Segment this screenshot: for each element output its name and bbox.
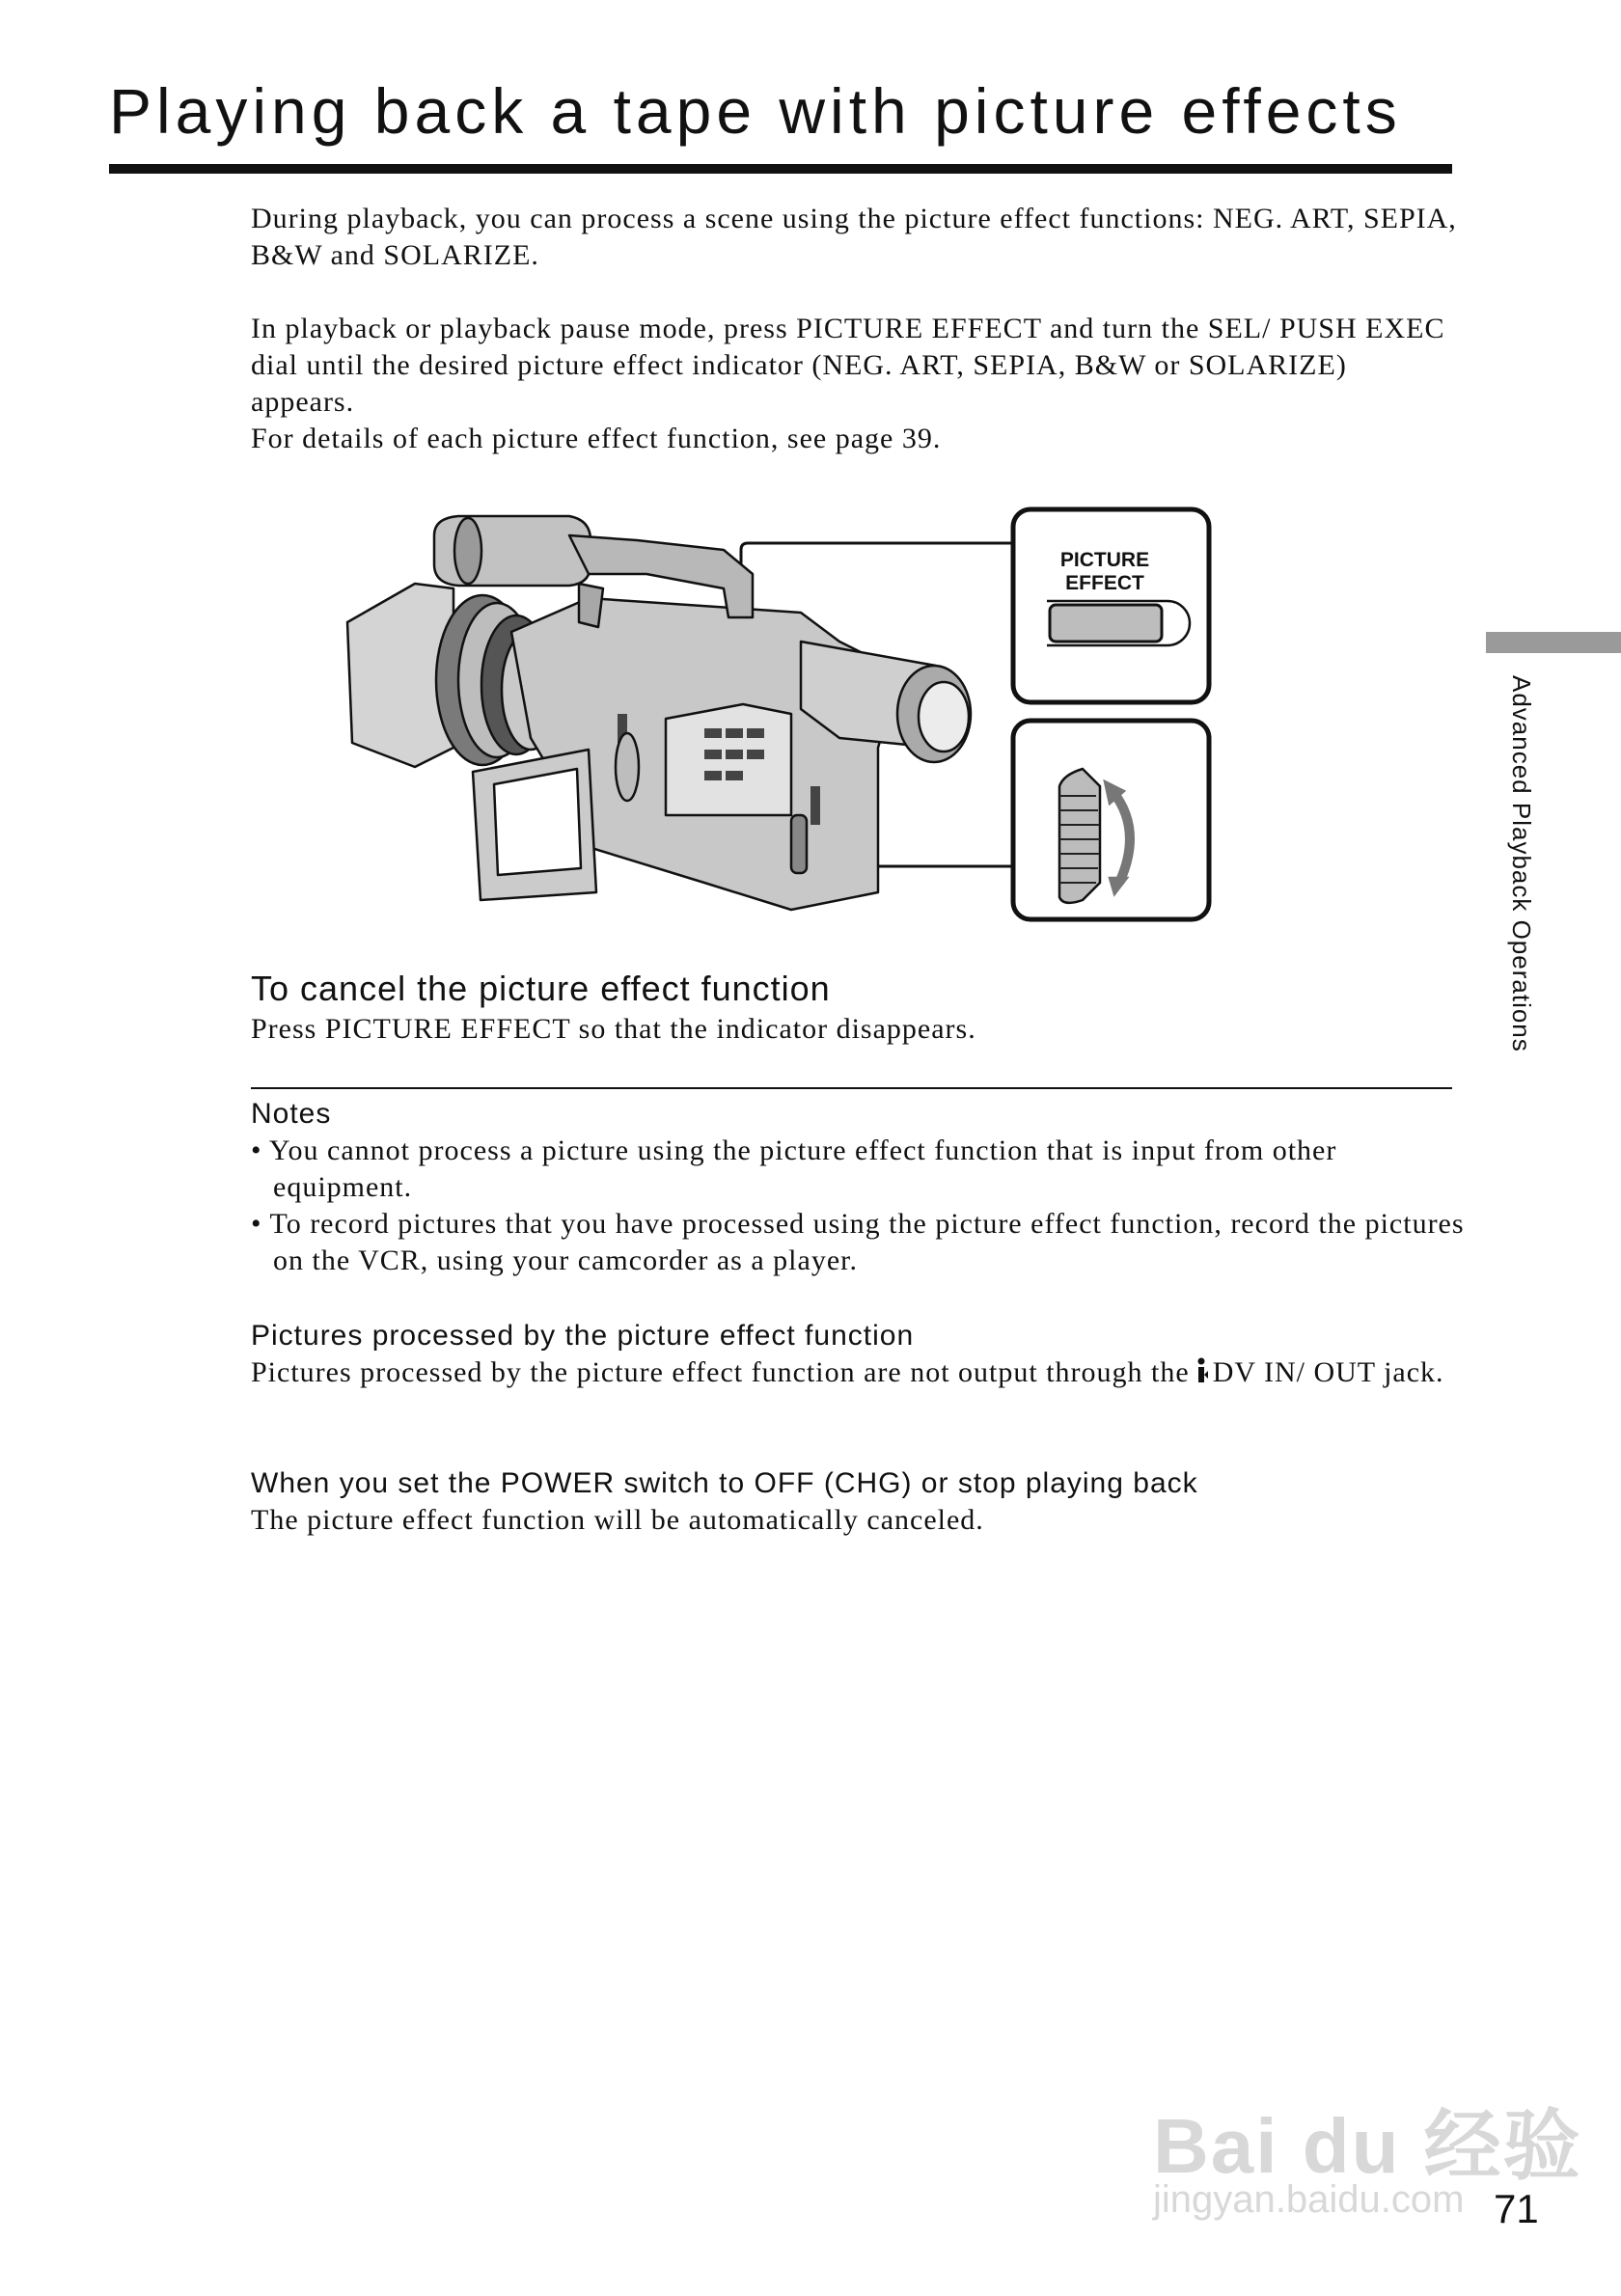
note-item-2: • To record pictures that you have processed using the picture effect function, record the pictures on the VCR, using your camcorder as a player. — [251, 1208, 1465, 1276]
ilink-icon — [1195, 1357, 1209, 1384]
note-item-1: • You cannot process a picture using the picture effect function that is input from other equipment. — [251, 1134, 1337, 1203]
button-label-line2: EFFECT — [1065, 572, 1144, 594]
power-text: The picture effect function will be automatically canceled. — [251, 1504, 984, 1536]
processed-text — [251, 1354, 1457, 1391]
cancel-heading: To cancel the picture effect function — [251, 969, 831, 1008]
processed-text-after: DV IN/ OUT jack. — [1212, 1356, 1444, 1388]
button-label-line1: PICTURE — [1059, 549, 1150, 571]
section-side-label: Advanced Playback Operations — [1507, 675, 1536, 1052]
processed-text-before: Pictures processed by the picture effect function are not output through the — [251, 1356, 1190, 1388]
sel-push-exec-callout-box — [1013, 721, 1209, 919]
page-title: Playing back a tape with picture effects — [109, 75, 1402, 147]
power-heading: When you set the POWER switch to OFF (CHG) or stop playing back — [251, 1467, 1198, 1499]
picture-effect-button-drawing — [1050, 605, 1162, 642]
intro-paragraph-1: During playback, you can process a scene using the picture effect functions: NEG. ART, SEPIA, B&W and SOLARIZE. — [251, 203, 1457, 271]
intro-paragraph-3: For details of each picture effect function, see page 39. — [251, 423, 942, 454]
camcorder-illustration — [338, 497, 1216, 931]
baidu-watermark-logo: Bai du 经验 — [1153, 2103, 1582, 2189]
cancel-text: Press PICTURE EFFECT so that the indicator disappears. — [251, 1013, 976, 1045]
notes-divider — [251, 1087, 1452, 1089]
processed-heading: Pictures processed by the picture effect function — [251, 1320, 915, 1352]
title-rule — [109, 164, 1452, 174]
intro-paragraph-2: In playback or playback pause mode, press PICTURE EFFECT and turn the SEL/ PUSH EXEC dial until the desired picture effect indicator (NEG. ART, SEPIA, B&W or SOLARIZE) appears. — [251, 313, 1445, 418]
notes-heading: Notes — [251, 1098, 332, 1130]
baidu-watermark-url: jingyan.baidu.com — [1153, 2178, 1465, 2221]
page-number: 71 — [1494, 2186, 1539, 2231]
section-tab — [1486, 632, 1621, 653]
